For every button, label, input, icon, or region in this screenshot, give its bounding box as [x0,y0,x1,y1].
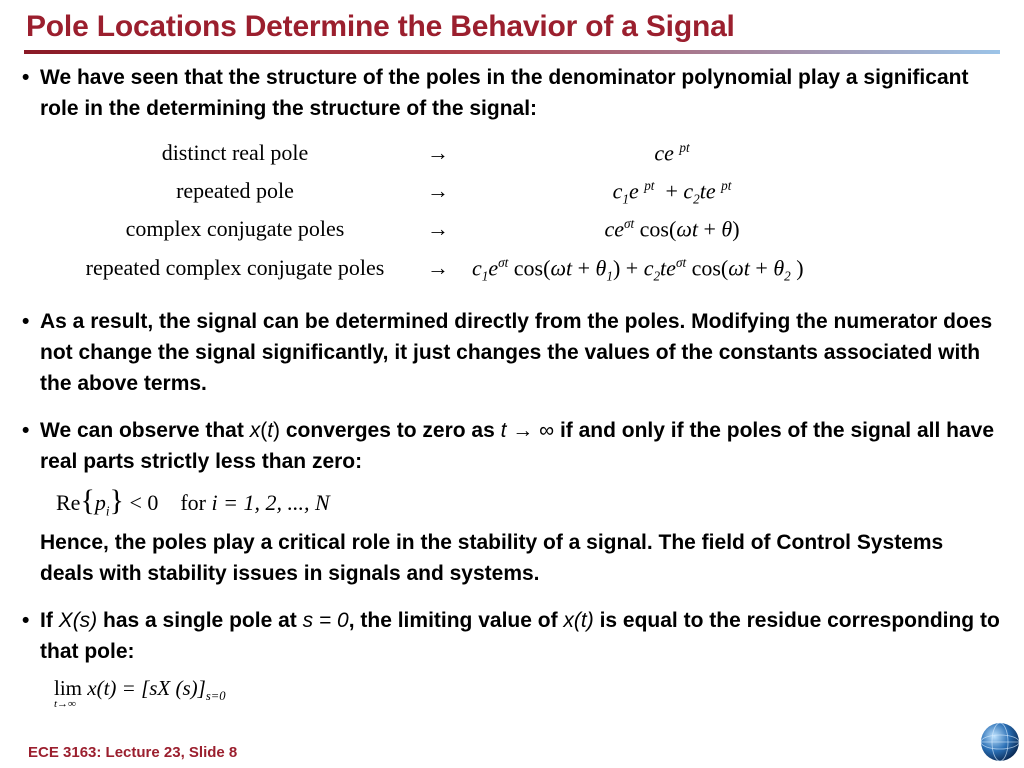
table-row [0,140,1024,178]
bullet-marker: • [22,609,30,632]
globe-logo-icon [980,722,1020,762]
bullet-marker: • [22,419,30,442]
bullet-text: As a result, the signal can be determined directly from the poles. Modifying the numerator does not change the signal significantly, it just changes the values of the constants associated with the above terms. [40,310,993,395]
arrow-icon: → [427,140,449,165]
pole-type: complex conjugate poles [125,216,345,241]
table-row [0,216,1024,254]
table-row [0,255,1024,293]
arrow-icon: → [427,216,449,241]
limit-formula: lim t→∞ x(t) = [sX $(s)]_{s=0}$ [54,676,226,710]
pole-type: repeated pole [176,178,294,203]
bullet-text: We have seen that the structure of the poles in the denominator polynomial play a significant role in the determining the structure of the signal: [40,66,969,120]
signal-term: $c_1e^{\sigma t}$ $\cos(\omega t + \theta_1) + c_2te^{\sigma t}$ $\cos(\omega t + \theta_2$ ) [472,255,804,284]
signal-term: ce $^{pt}$ [654,140,690,166]
signal-term: $ce^{\sigma t}$ cos(ωt + θ) [604,216,740,242]
table-row [0,178,1024,216]
arrow-icon: → [427,255,449,280]
signal-term: $c_1e$ $^{pt} + c_2te$ $^{pt}$ [612,178,732,207]
title-underline [24,50,1000,54]
slide-title: Pole Locations Determine the Behavior of a Signal [26,10,735,43]
arrow-icon: → [427,178,449,203]
bullet-text: We can observe that x(t) converges to zero as t → ∞ if and only if the poles of the signal all have real parts strictly less than zero: [40,419,995,473]
bullet-marker: • [22,66,30,89]
pole-type: distinct real pole [161,140,309,165]
slide-footer: ECE 3163: Lecture 23, Slide 8 [28,744,238,761]
bullet-text: If X(s) has a single pole at s = 0, the limiting value of x(t) is equal to the residue corresponding to that pole: [40,609,1000,663]
pole-type: repeated complex conjugate poles [85,255,385,280]
stability-condition: $Re\{p_i\} < 0$ for i = 1, 2, ..., N [56,484,330,519]
bullet-marker: • [22,310,30,333]
stability-note: Hence, the poles play a critical role in the stability of a signal. The field of Control Systems deals with stability issues in signals and systems. [40,531,944,585]
